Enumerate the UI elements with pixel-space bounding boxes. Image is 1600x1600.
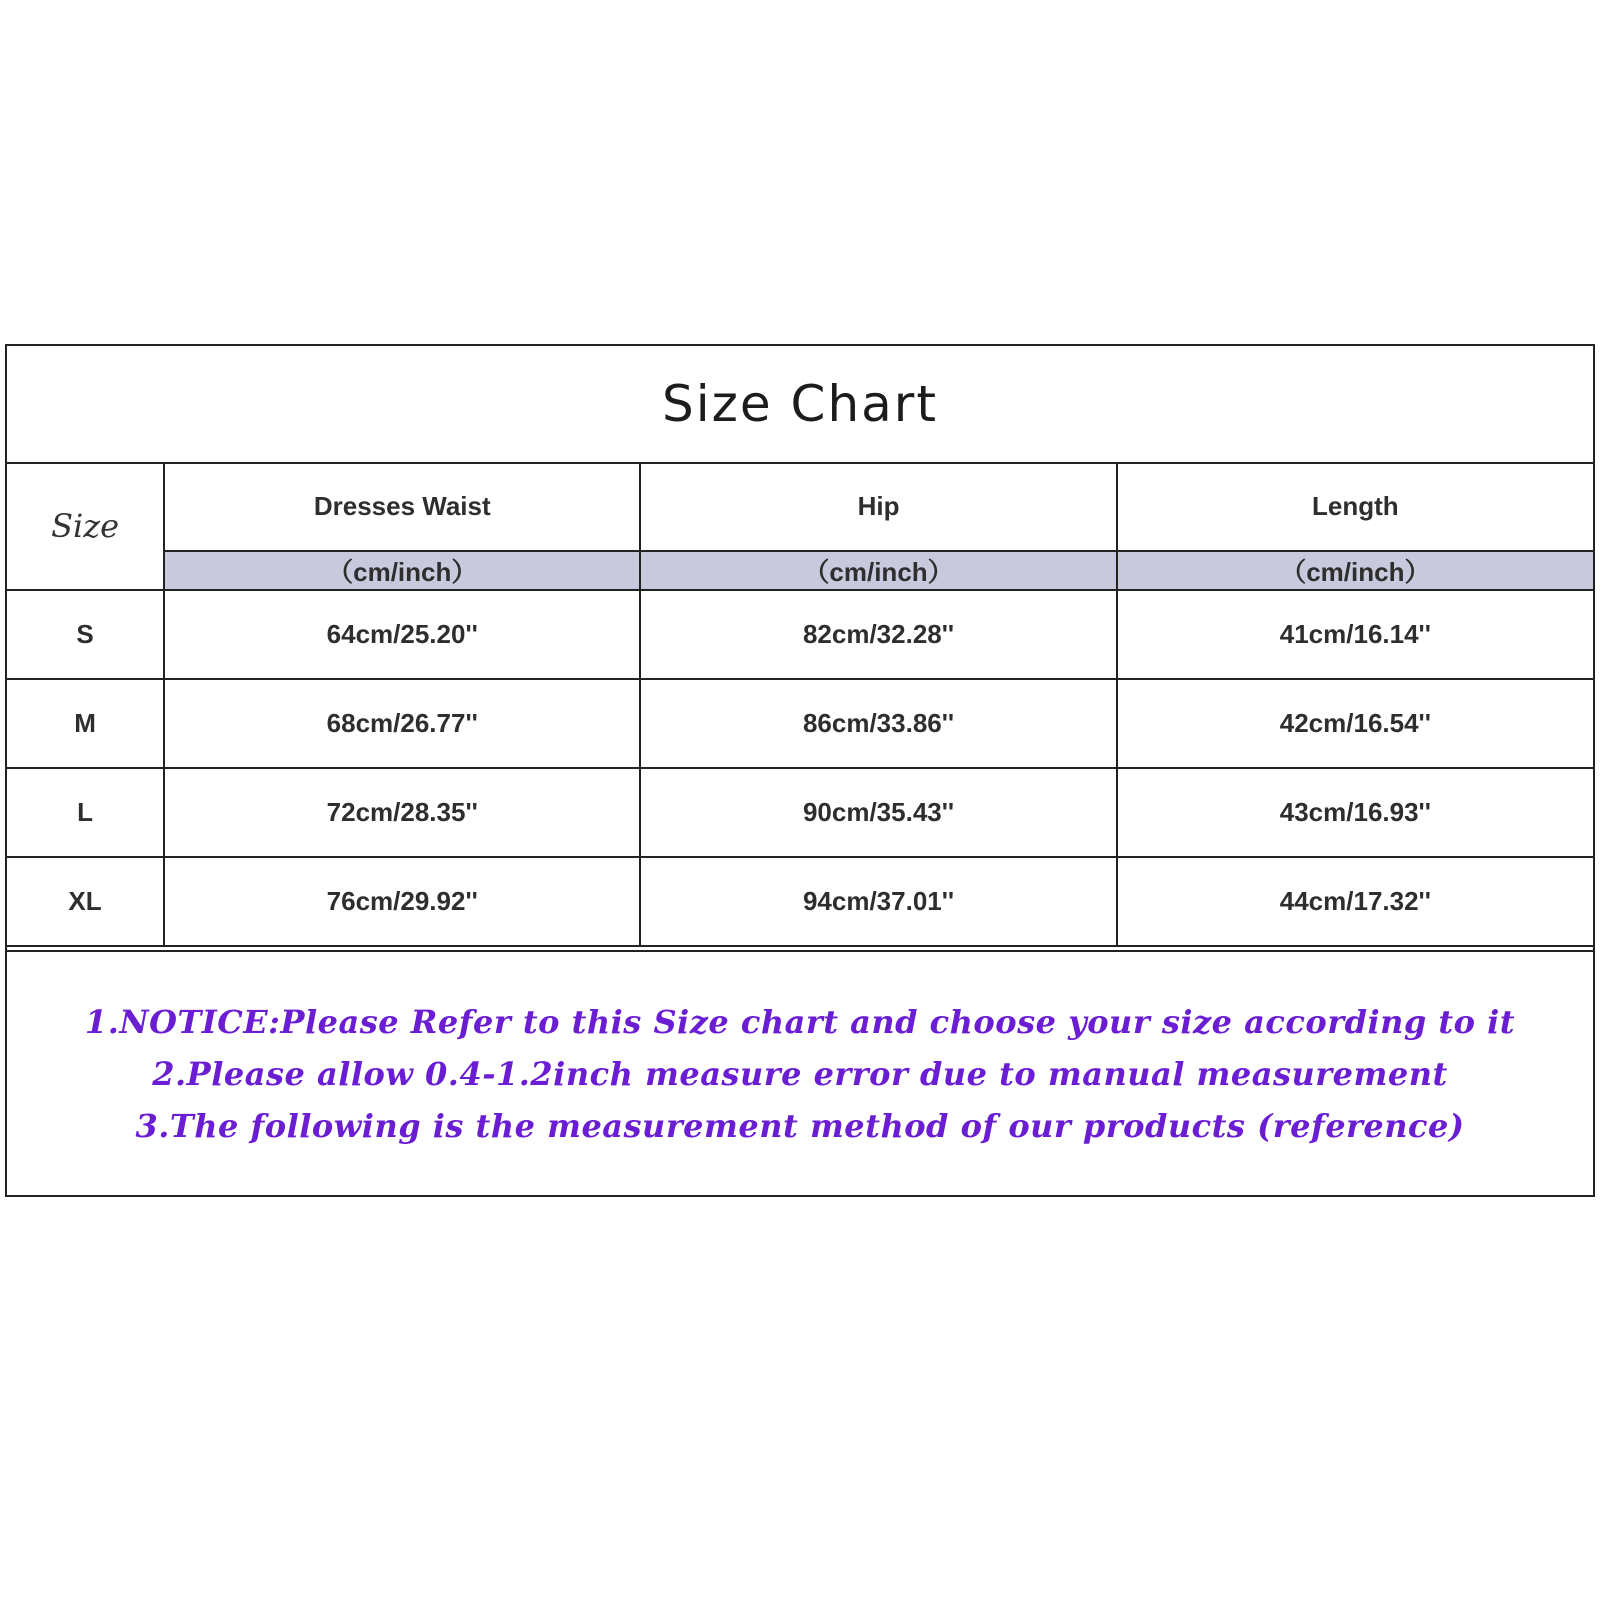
- size-cell: L: [7, 768, 164, 857]
- length-cell: 42cm/16.54'': [1117, 679, 1593, 768]
- hip-cell: 90cm/35.43'': [640, 768, 1116, 857]
- waist-cell: 72cm/28.35'': [164, 768, 640, 857]
- table-row: [7, 857, 1593, 946]
- table-row: [7, 590, 1593, 679]
- waist-cell: 76cm/29.92'': [164, 857, 640, 946]
- notice-line-3: 3.The following is the measurement method of our products (reference): [135, 1106, 1465, 1145]
- chart-title: Size Chart: [662, 375, 938, 433]
- length-cell: 44cm/17.32'': [1117, 857, 1593, 946]
- unit-label-length: （cm/inch）: [1117, 551, 1593, 590]
- title-row: [7, 346, 1593, 464]
- unit-label-waist: （cm/inch）: [164, 551, 640, 590]
- column-header-hip: Hip: [640, 462, 1116, 551]
- column-header-length: Length: [1117, 462, 1593, 551]
- table-row: [7, 679, 1593, 768]
- hip-cell: 86cm/33.86'': [640, 679, 1116, 768]
- waist-cell: 64cm/25.20'': [164, 590, 640, 679]
- size-column-header: Size: [7, 462, 164, 590]
- waist-cell: 68cm/26.77'': [164, 679, 640, 768]
- hip-cell: 82cm/32.28'': [640, 590, 1116, 679]
- size-table: [7, 462, 1593, 947]
- notes-section: [7, 950, 1593, 1195]
- size-chart-frame: [5, 344, 1595, 1197]
- unit-label-hip: （cm/inch）: [640, 551, 1116, 590]
- size-cell: XL: [7, 857, 164, 946]
- table-unit-row: [7, 551, 1593, 590]
- length-cell: 43cm/16.93'': [1117, 768, 1593, 857]
- size-cell: M: [7, 679, 164, 768]
- table-header-row: [7, 462, 1593, 551]
- hip-cell: 94cm/37.01'': [640, 857, 1116, 946]
- size-cell: S: [7, 590, 164, 679]
- column-header-waist: Dresses Waist: [164, 462, 640, 551]
- notice-line-2: 2.Please allow 0.4-1.2inch measure error due to manual measurement: [152, 1054, 1448, 1093]
- notice-line-1: 1.NOTICE:Please Refer to this Size chart and choose your size according to it: [84, 1002, 1516, 1041]
- length-cell: 41cm/16.14'': [1117, 590, 1593, 679]
- table-row: [7, 768, 1593, 857]
